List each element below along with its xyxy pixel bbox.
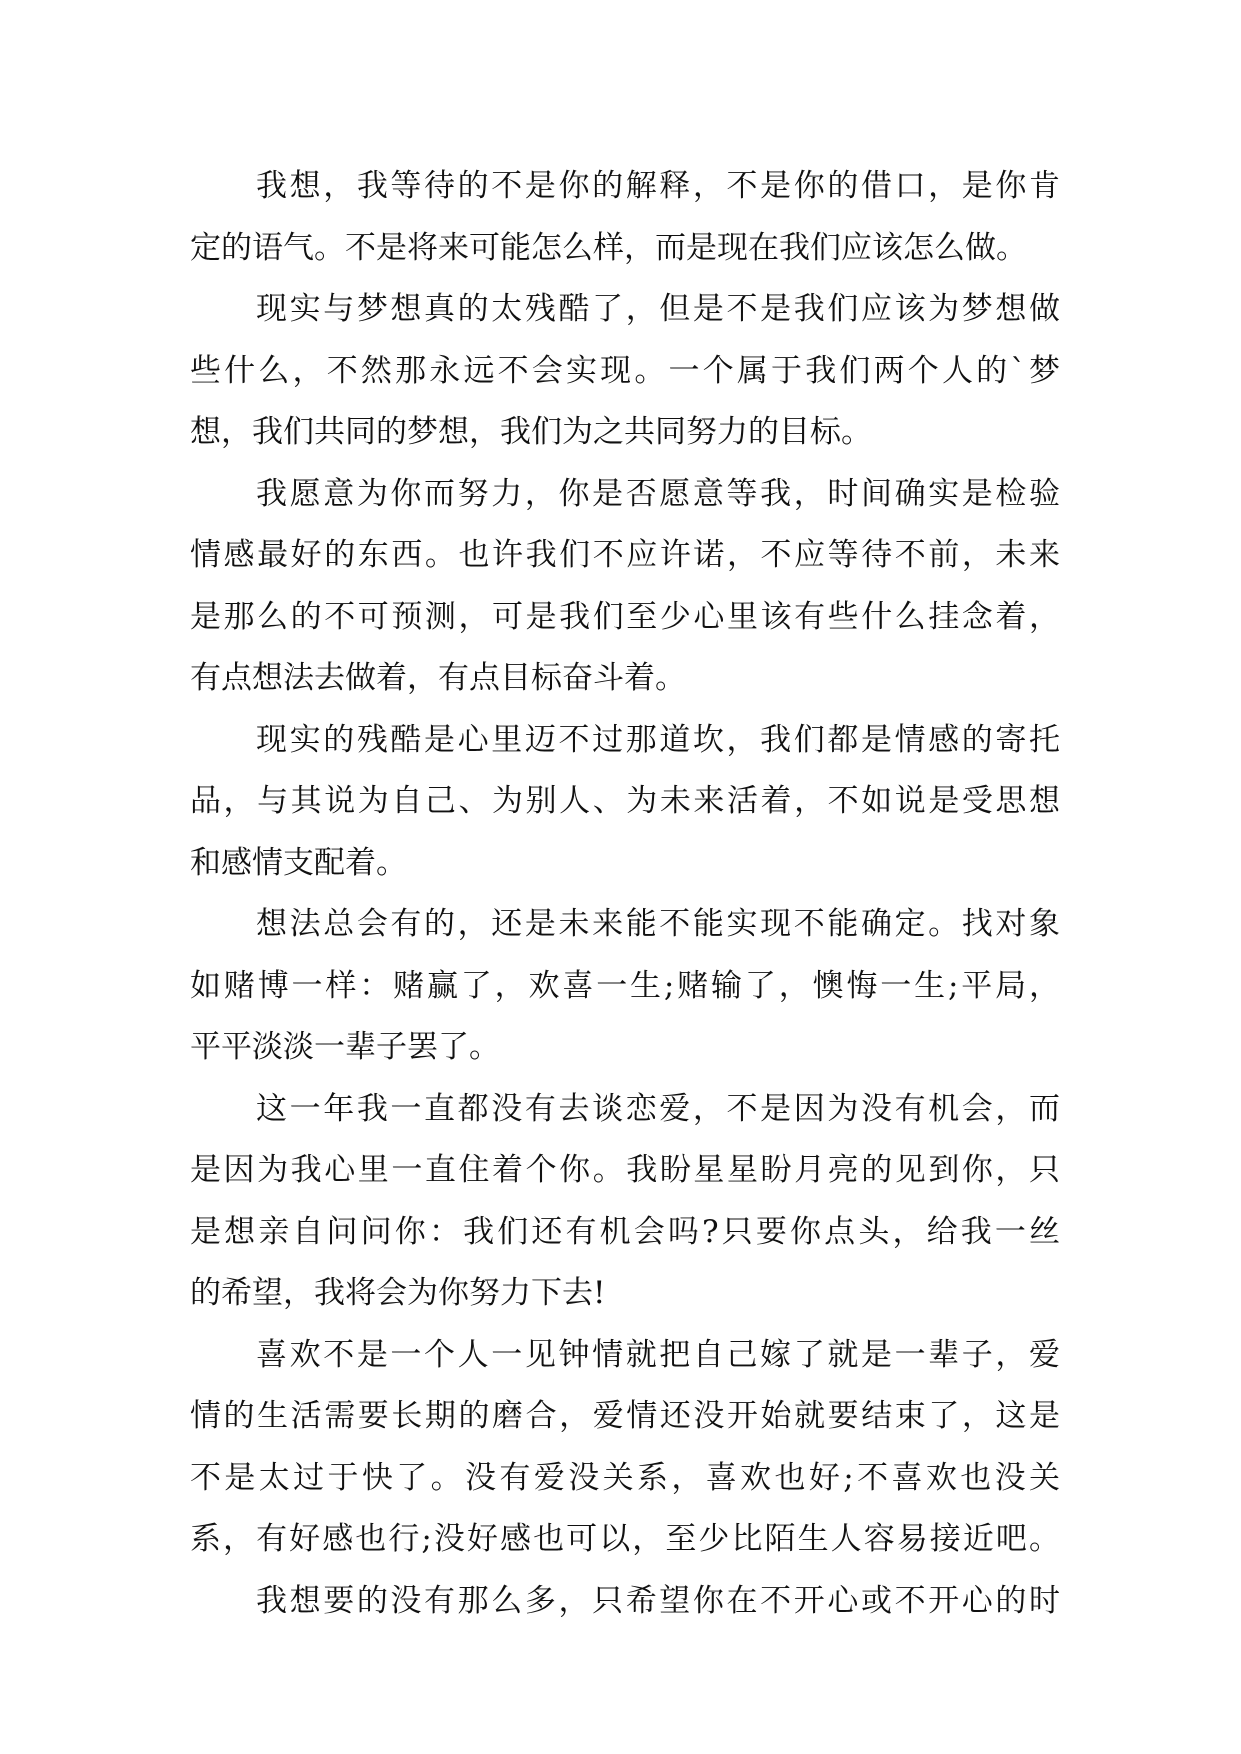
text-line: 些什么，不然那永远不会实现。一个属于我们两个人的`梦 [190,352,1060,389]
paragraph [190,1325,1060,1571]
text-line: 这一年我一直都没有去谈恋爱，不是因为没有机会，而 [256,1090,1060,1127]
text-line: 有点想法去做着，有点目标奋斗着。 [190,660,686,696]
text-line: 如赌博一样：赌赢了，欢喜一生;赌输了，懊悔一生;平局， [190,967,1060,1004]
text-line: 平平淡淡一辈子罢了。 [190,1029,500,1065]
paragraph [190,894,1060,1079]
text-line: 现实与梦想真的太残酷了，但是不是我们应该为梦想做 [256,291,1060,327]
text-line: 不是太过于快了。没有爱没关系，喜欢也好;不喜欢也没关 [190,1459,1060,1496]
text-line: 想，我们共同的梦想，我们为之共同努力的目标。 [190,414,872,450]
text-line: 是想亲自问问你：我们还有机会吗?只要你点头，给我一丝 [190,1213,1060,1250]
text-line: 和感情支配着。 [190,844,407,881]
text-line: 品，与其说为自己、为别人、为未来活着，不如说是受思想 [190,783,1060,819]
text-line: 我想要的没有那么多，只希望你在不开心或不开心的时 [256,1582,1060,1619]
text-line: 系，有好感也行;没好感也可以，至少比陌生人容易接近吧。 [190,1521,1060,1557]
paragraph [190,710,1060,895]
paragraph [190,156,1060,279]
text-line: 情的生活需要长期的磨合，爱情还没开始就要结束了，这是 [190,1398,1060,1434]
text-line: 喜欢不是一个人一见钟情就把自己嫁了就是一辈子，爱 [256,1336,1060,1373]
text-line: 我想，我等待的不是你的解释，不是你的借口，是你肯 [256,168,1060,204]
document-body [190,156,1060,1632]
text-line: 想法总会有的，还是未来能不能实现不能确定。找对象 [256,906,1060,942]
text-line: 情感最好的东西。也许我们不应许诺，不应等待不前，未来 [190,537,1060,573]
text-line: 是那么的不可预测，可是我们至少心里该有些什么挂念着， [190,598,1060,635]
paragraph [190,279,1060,464]
paragraph [190,1079,1060,1325]
text-line: 现实的残酷是心里迈不过那道坎，我们都是情感的寄托 [256,721,1060,758]
text-line: 定的语气。不是将来可能怎么样，而是现在我们应该怎么做。 [190,229,1027,266]
paragraph [190,464,1060,710]
paragraph [190,1571,1060,1633]
text-line: 我愿意为你而努力，你是否愿意等我，时间确实是检验 [256,475,1060,512]
text-line: 的希望，我将会为你努力下去! [190,1275,606,1311]
text-line: 是因为我心里一直住着个你。我盼星星盼月亮的见到你，只 [190,1152,1060,1188]
